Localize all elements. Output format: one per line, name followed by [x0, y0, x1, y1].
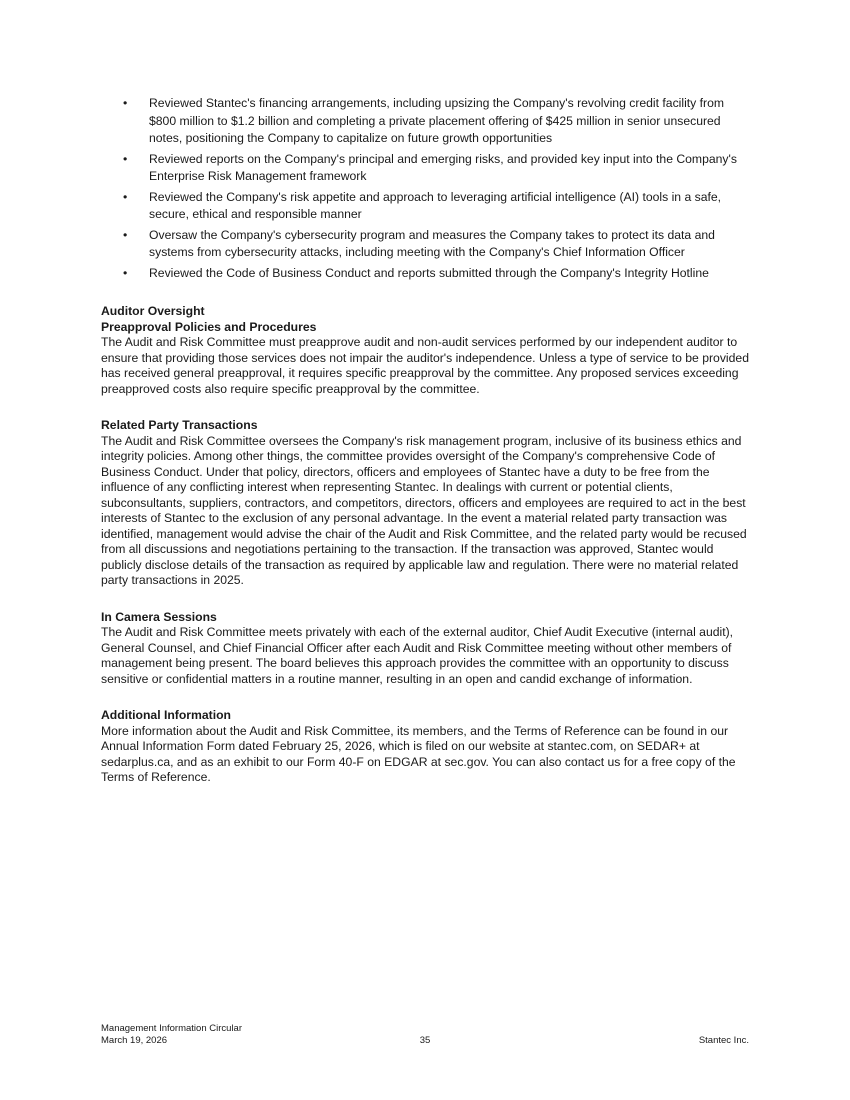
list-item-text: Oversaw the Company's cybersecurity program and measures the Company takes to protect its data and systems from cybersecurity attacks, including meeting with the Company's Chief Information Officer	[149, 227, 715, 259]
additional-info-section	[101, 708, 753, 786]
list-item-text: Reviewed the Code of Business Conduct and reports submitted through the Company's Integrity Hotline	[149, 265, 709, 280]
footer-doc-title: Management Information Circular	[101, 1023, 242, 1034]
bullet-icon: •	[123, 151, 128, 166]
section-heading: Auditor Oversight	[101, 304, 205, 318]
section-heading: Additional Information	[101, 708, 231, 722]
bullet-icon: •	[123, 227, 128, 242]
list-item	[101, 227, 753, 262]
in-camera-section	[101, 610, 753, 688]
section-body: More information about the Audit and Risk Committee, its members, and the Terms of Reference can be found in our Annual Information Form dated February 25, 2026, which is filed on our website at stantec.com, on SEDAR+ at sedarplus.ca, and as an exhibit to our Form 40-F on EDGAR at sec.gov. You can also contact us for a free copy of the Terms of Reference.	[101, 723, 736, 784]
footer-date: March 19, 2026	[101, 1034, 168, 1046]
list-item-text: Reviewed the Company's risk appetite and approach to leveraging artificial intelligence (AI) tools in a safe, secure, ethical and responsible manner	[149, 189, 722, 221]
section-body: The Audit and Risk Committee oversees the Company's risk management program, inclusive of its business ethics and integrity policies. Among other things, the committee provides oversight of the Company's comprehensive Code of Business Conduct. Under that policy, directors, officers and employees of Stantec have a duty to be free from the influence of any conflicting interest when representing Stantec. In dealings with current or potential clients, subconsultants, suppliers, contractors, and competitors, directors, officers and employees are required to act in the best interests of Stantec to the exclusion of any personal advantage. In the event a material related party transaction was identified, management would advise the chair of the Audit and Risk Committee, and the related party would be recused from all discussions and negotiations pertaining to the transaction. If the transaction was approved, Stantec would publicly disclose details of the transaction as required by applicable law and regulation. There were no material related party transactions in 2025.	[101, 433, 747, 587]
page-number: 35	[419, 1034, 431, 1046]
list-item-text: Reviewed reports on the Company's principal and emerging risks, and provided key input into the Company's Enterprise Risk Management framework	[149, 151, 737, 183]
list-item-text: Reviewed Stantec's financing arrangements, including upsizing the Company's revolving credit facility from $800 million to $1.2 billion and completing a private placement offering of $425 million in senior unsecured notes, positioning the Company to capitalize on future growth opportunities	[149, 96, 725, 145]
section-body: The Audit and Risk Committee must preapprove audit and non-audit services performed by our independent auditor to ensure that providing those services does not impair the auditor's independence. Unless a type of service to be provided has received general preapproval, it requires specific preapproval by the committee. Any proposed services exceeding preapproved costs also require specific preapproval by the committee.	[101, 335, 749, 396]
section-heading: In Camera Sessions	[101, 609, 217, 624]
bullet-list	[101, 95, 753, 282]
list-item	[101, 95, 753, 148]
section-body: The Audit and Risk Committee meets privately with each of the external auditor, Chief Audit Executive (internal audit), General Counsel, and Chief Financial Officer after each Audit and Risk Committee meeting without other members of management being present. The board believes this approach provides the committee with an opportunity to discuss sensitive or confidential matters in a routine manner, resulting in an open and candid exchange of information.	[101, 625, 734, 686]
section-heading: Related Party Transactions	[101, 418, 258, 432]
page-content	[101, 95, 753, 786]
bullet-icon: •	[123, 189, 128, 204]
section-subheading: Preapproval Policies and Procedures	[101, 319, 317, 334]
list-item	[101, 189, 753, 224]
bullet-icon: •	[123, 96, 128, 110]
related-party-section	[101, 418, 753, 589]
auditor-oversight-section	[101, 304, 753, 397]
footer-company: Stantec Inc.	[698, 1034, 749, 1046]
list-item	[101, 151, 753, 186]
bullet-icon: •	[123, 265, 128, 280]
list-item	[101, 265, 753, 283]
